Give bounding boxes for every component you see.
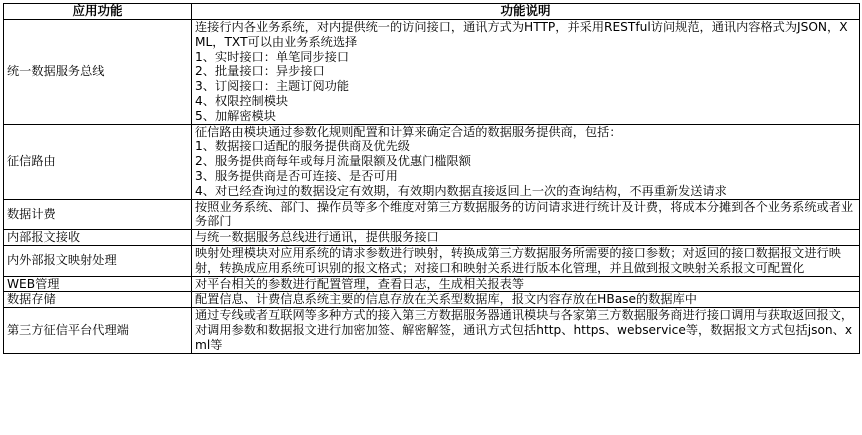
function-description bbox=[192, 245, 860, 276]
function-name: 征信路由 bbox=[4, 124, 192, 199]
description-intro: 配置信息、计费信息系统主要的信息存放在关系型数据库，报文内容存放在HBase的数据库中 bbox=[195, 292, 697, 307]
description-intro: 连接行内各业务系统，对内提供统一的访问接口，通讯方式为HTTP，并采用RESTful访问规范，通讯内容格式为JSON，XML，TXT可以由业务系统选择 bbox=[195, 20, 848, 49]
function-description bbox=[192, 230, 860, 246]
table-row bbox=[4, 20, 860, 125]
description-item: 2、批量接口：异步接口 bbox=[195, 64, 325, 79]
description-intro: 映射处理模块对应用系统的请求参数进行映射，转换成第三方数据服务所需要的接口参数；对返回的接口数据报文进行映射，转换成应用系统可识别的报文格式；对接口和映射关系进行版本化管理，并且做到报文映射关系报文可配置化 bbox=[195, 245, 841, 275]
function-name: 数据计费 bbox=[4, 199, 192, 230]
description-item: 3、订阅接口：主题订阅功能 bbox=[195, 79, 350, 94]
function-description bbox=[192, 292, 860, 308]
function-name: 数据存储 bbox=[4, 292, 192, 308]
description-intro: 按照业务系统、部门、操作员等多个维度对第三方数据服务的访问请求进行统计及计费，将成本分摊到各个业务系统或者业务部门 bbox=[195, 199, 854, 229]
table-row bbox=[4, 199, 860, 230]
function-name: 统一数据服务总线 bbox=[4, 20, 192, 125]
function-name: WEB管理 bbox=[4, 276, 192, 292]
function-name: 第三方征信平台代理端 bbox=[4, 308, 192, 353]
table-row bbox=[4, 308, 860, 353]
header-function: 应用功能 bbox=[4, 4, 192, 20]
description-intro: 与统一数据服务总线进行通讯，提供服务接口 bbox=[195, 230, 439, 245]
description-intro: 征信路由模块通过参数化规则配置和计算来确定合适的数据服务提供商，包括： bbox=[195, 124, 622, 139]
description-item: 1、实时接口：单笔同步接口 bbox=[195, 49, 350, 64]
function-description bbox=[192, 20, 860, 125]
description-item: 4、对已经查询过的数据设定有效期，有效期内数据直接返回上一次的查询结构，不再重新发送请求 bbox=[195, 183, 727, 198]
description-item: 3、服务提供商是否可连接、是否可用 bbox=[195, 168, 398, 183]
table-row bbox=[4, 276, 860, 292]
function-description bbox=[192, 124, 860, 199]
table-row bbox=[4, 245, 860, 276]
description-intro: 对平台相关的参数进行配置管理，查看日志，生成相关报表等 bbox=[195, 276, 525, 291]
function-description bbox=[192, 308, 860, 353]
header-row bbox=[4, 4, 860, 20]
table-row bbox=[4, 124, 860, 199]
description-item: 1、数据接口适配的服务提供商及优先级 bbox=[195, 139, 410, 154]
function-description bbox=[192, 199, 860, 230]
description-item: 4、权限控制模块 bbox=[195, 93, 289, 108]
function-description bbox=[192, 276, 860, 292]
description-item: 2、服务提供商每年或每月流量限额及优惠门槛限额 bbox=[195, 154, 471, 169]
header-description: 功能说明 bbox=[192, 4, 860, 20]
table-row bbox=[4, 230, 860, 246]
function-name: 内外部报文映射处理 bbox=[4, 245, 192, 276]
table-row bbox=[4, 292, 860, 308]
description-item: 5、加解密模块 bbox=[195, 108, 276, 123]
function-name: 内部报文接收 bbox=[4, 230, 192, 246]
description-intro: 通过专线或者互联网等多种方式的接入第三方数据服务器通讯模块与各家第三方数据服务商进行接口调用与获取返回报文，对调用参数和数据报文进行加密加签、解密解签，通讯方式包括http、https、webservice等，数据报文方式包括json、xml等 bbox=[195, 308, 854, 352]
function-table bbox=[3, 3, 860, 354]
